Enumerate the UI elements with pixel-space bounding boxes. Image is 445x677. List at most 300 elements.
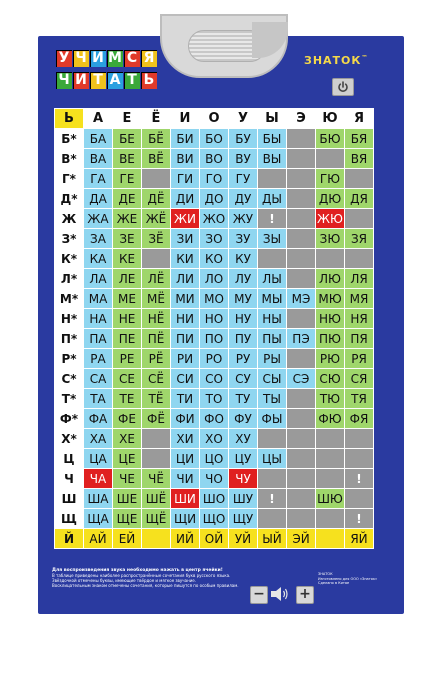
syllable-cell[interactable]: ХО	[200, 429, 229, 449]
syllable-cell[interactable]: РЕ	[113, 349, 142, 369]
syllable-cell[interactable]: ПЕ	[113, 329, 142, 349]
syllable-cell[interactable]: СУ	[229, 369, 258, 389]
syllable-cell[interactable]: ЛЕ	[113, 269, 142, 289]
syllable-cell[interactable]: ПУ	[229, 329, 258, 349]
syllable-cell[interactable]: ЖА	[84, 209, 113, 229]
syllable-cell[interactable]: СЭ	[287, 369, 316, 389]
syllable-cell[interactable]: ХИ	[171, 429, 200, 449]
syllable-cell[interactable]: ТО	[200, 389, 229, 409]
syllable-row	[55, 169, 374, 189]
syllable-cell[interactable]: ЛЮ	[316, 269, 345, 289]
syllable-cell[interactable]: ГЮ	[316, 169, 345, 189]
empty-cell	[287, 449, 316, 469]
empty-cell	[316, 449, 345, 469]
syllable-cell[interactable]: НЮ	[316, 309, 345, 329]
empty-cell	[287, 269, 316, 289]
empty-cell	[258, 469, 287, 489]
syllable-cell[interactable]: ПЯ	[345, 329, 374, 349]
empty-cell	[287, 309, 316, 329]
syllable-cell[interactable]: ЩУ	[229, 509, 258, 529]
consonant-label-cell[interactable]: П*	[55, 329, 84, 349]
syllable-cell[interactable]: ЛИ	[171, 269, 200, 289]
syllable-cell[interactable]: СЯ	[345, 369, 374, 389]
footnote-instruction: Для воспроизведения звука необходимо нажать в центр ячейки!	[52, 568, 223, 573]
empty-cell	[287, 189, 316, 209]
syllable-cell[interactable]: БА	[84, 129, 113, 149]
syllable-cell[interactable]: НЫ	[258, 309, 287, 329]
rule-mark: !	[356, 511, 362, 526]
vowel-header-cell[interactable]: Е	[113, 109, 142, 129]
empty-cell	[345, 249, 374, 269]
vowel-header-cell[interactable]: Э	[287, 109, 316, 129]
vowel-header-cell[interactable]: Ь	[55, 109, 84, 129]
syllable-cell[interactable]: ПА	[84, 329, 113, 349]
rule-mark: !	[269, 491, 275, 506]
syllable-cell[interactable]: РЫ	[258, 349, 287, 369]
syllable-cell[interactable]: ЧО	[200, 469, 229, 489]
empty-cell	[258, 169, 287, 189]
syllable-cell[interactable]: НЁ	[142, 309, 171, 329]
syllable-cell[interactable]: БИ	[171, 129, 200, 149]
volume-speaker-icon	[270, 585, 290, 603]
syllable-cell[interactable]: ЩИ	[171, 509, 200, 529]
footnote	[52, 568, 262, 588]
rule-mark-cell[interactable]	[258, 489, 287, 509]
syllable-cell[interactable]: РЯ	[345, 349, 374, 369]
speaker-housing	[160, 14, 288, 78]
syllable-cell[interactable]: ЦО	[200, 449, 229, 469]
syllable-cell[interactable]: ТА	[84, 389, 113, 409]
syllable-cell[interactable]: ЛЯ	[345, 269, 374, 289]
syllable-cell[interactable]: НУ	[229, 309, 258, 329]
syllable-row	[55, 409, 374, 429]
syllable-cell[interactable]: ШЮ	[316, 489, 345, 509]
empty-cell	[258, 509, 287, 529]
consonant-label-cell[interactable]: Ц	[55, 449, 84, 469]
syllable-cell[interactable]: ШИ	[171, 489, 200, 509]
consonant-label-cell[interactable]: В*	[55, 149, 84, 169]
empty-cell	[316, 529, 345, 549]
syllable-cell[interactable]: БУ	[229, 129, 258, 149]
consonant-label-cell[interactable]: Ч	[55, 469, 84, 489]
syllable-cell[interactable]: ТУ	[229, 389, 258, 409]
consonant-label-cell[interactable]: Р*	[55, 349, 84, 369]
syllable-cell[interactable]: ШО	[200, 489, 229, 509]
empty-cell	[316, 429, 345, 449]
syllable-cell[interactable]: ЫЙ	[258, 529, 287, 549]
syllable-cell[interactable]: КУ	[229, 249, 258, 269]
syllable-cell[interactable]: БЕ	[113, 129, 142, 149]
title-2-letter: И	[73, 72, 89, 89]
empty-cell	[287, 229, 316, 249]
syllable-cell[interactable]: ЧЁ	[142, 469, 171, 489]
syllable-cell[interactable]: ХЕ	[113, 429, 142, 449]
syllable-cell[interactable]: БЮ	[316, 129, 345, 149]
syllable-cell[interactable]: ФУ	[229, 409, 258, 429]
consonant-label-cell[interactable]: Т*	[55, 389, 84, 409]
syllable-cell[interactable]: СИ	[171, 369, 200, 389]
syllable-cell[interactable]: МО	[200, 289, 229, 309]
volume-down-button[interactable]: −	[250, 586, 268, 604]
rule-mark: !	[269, 211, 275, 226]
consonant-label-cell[interactable]: Ш	[55, 489, 84, 509]
syllable-cell[interactable]: ЗО	[200, 229, 229, 249]
consonant-label-cell[interactable]: К*	[55, 249, 84, 269]
syllable-cell[interactable]: РУ	[229, 349, 258, 369]
empty-cell	[142, 169, 171, 189]
title-2-letter: Т	[90, 72, 106, 89]
consonant-label-cell[interactable]: Л*	[55, 269, 84, 289]
empty-cell	[287, 249, 316, 269]
syllable-row	[55, 249, 374, 269]
consonant-label-cell[interactable]: С*	[55, 369, 84, 389]
syllable-cell[interactable]: ГО	[200, 169, 229, 189]
syllable-cell[interactable]: ЖЮ	[316, 209, 345, 229]
empty-cell	[316, 149, 345, 169]
empty-cell	[287, 149, 316, 169]
syllable-cell[interactable]: НЕ	[113, 309, 142, 329]
empty-cell	[287, 409, 316, 429]
syllable-cell[interactable]: ВА	[84, 149, 113, 169]
rule-mark-cell[interactable]	[258, 209, 287, 229]
syllable-cell[interactable]: ЗЫ	[258, 229, 287, 249]
vowel-header-cell[interactable]: Ю	[316, 109, 345, 129]
syllable-row	[55, 229, 374, 249]
syllable-cell[interactable]: МЫ	[258, 289, 287, 309]
syllable-cell[interactable]: ШЁ	[142, 489, 171, 509]
empty-cell	[345, 489, 374, 509]
empty-cell	[316, 469, 345, 489]
syllable-cell[interactable]: ЩЕ	[113, 509, 142, 529]
syllable-cell[interactable]: КА	[84, 249, 113, 269]
power-icon	[337, 81, 349, 93]
empty-cell	[142, 529, 171, 549]
consonant-label-cell[interactable]: Д*	[55, 189, 84, 209]
syllable-cell[interactable]: ЖЁ	[142, 209, 171, 229]
title-1-letter: И	[90, 50, 106, 67]
syllable-row	[55, 509, 374, 529]
syllable-cell[interactable]: НА	[84, 309, 113, 329]
syllable-cell[interactable]: ДУ	[229, 189, 258, 209]
syllable-cell[interactable]: МЯ	[345, 289, 374, 309]
syllable-cell[interactable]: ГЕ	[113, 169, 142, 189]
syllable-cell[interactable]: ЗИ	[171, 229, 200, 249]
title-1-letter: Ч	[73, 50, 89, 67]
syllable-cell[interactable]: ФЫ	[258, 409, 287, 429]
syllable-row	[55, 289, 374, 309]
consonant-label-cell[interactable]: Б*	[55, 129, 84, 149]
syllable-cell[interactable]: ДА	[84, 189, 113, 209]
syllable-cell[interactable]: ВО	[200, 149, 229, 169]
syllable-cell[interactable]: ВЕ	[113, 149, 142, 169]
title-1-letter: Я	[141, 50, 157, 67]
header-row	[55, 109, 374, 129]
syllable-cell[interactable]: РЁ	[142, 349, 171, 369]
syllable-cell[interactable]: ЦЕ	[113, 449, 142, 469]
syllable-cell[interactable]: ФЯ	[345, 409, 374, 429]
empty-cell	[287, 129, 316, 149]
syllable-cell[interactable]: УЙ	[229, 529, 258, 549]
vowel-header-cell[interactable]: О	[200, 109, 229, 129]
syllable-row	[55, 529, 374, 549]
title-1-letter: С	[124, 50, 140, 67]
syllable-cell[interactable]: ЦУ	[229, 449, 258, 469]
syllable-cell[interactable]: ЦИ	[171, 449, 200, 469]
syllable-row	[55, 429, 374, 449]
empty-cell	[287, 169, 316, 189]
syllable-cell[interactable]: ФО	[200, 409, 229, 429]
syllable-cell[interactable]: ФА	[84, 409, 113, 429]
syllable-cell[interactable]: ЛО	[200, 269, 229, 289]
syllable-cell[interactable]: МЮ	[316, 289, 345, 309]
syllable-cell[interactable]: ЗЯ	[345, 229, 374, 249]
rule-mark: !	[356, 471, 362, 486]
syllable-cell[interactable]: НО	[200, 309, 229, 329]
syllable-cell[interactable]: НИ	[171, 309, 200, 329]
rule-mark-cell[interactable]	[345, 509, 374, 529]
syllable-row	[55, 329, 374, 349]
empty-cell	[287, 349, 316, 369]
footnote-line: Звёздочкой отмечены буквы, имеющие твёрдое и мягкое звучание.	[52, 578, 197, 583]
syllable-cell[interactable]: ДО	[200, 189, 229, 209]
vowel-header-cell[interactable]: У	[229, 109, 258, 129]
syllable-cell[interactable]: ЗУ	[229, 229, 258, 249]
syllable-cell[interactable]: ФЁ	[142, 409, 171, 429]
syllable-cell[interactable]: СЕ	[113, 369, 142, 389]
syllable-cell[interactable]: СЁ	[142, 369, 171, 389]
syllable-cell[interactable]: ВУ	[229, 149, 258, 169]
empty-cell	[287, 469, 316, 489]
syllable-cell[interactable]: ША	[84, 489, 113, 509]
syllable-cell[interactable]: ЖУ	[229, 209, 258, 229]
syllable-cell[interactable]: НЯ	[345, 309, 374, 329]
syllable-cell[interactable]: ЛА	[84, 269, 113, 289]
syllable-cell[interactable]: ПЫ	[258, 329, 287, 349]
empty-cell	[287, 209, 316, 229]
syllable-cell[interactable]: ТЫ	[258, 389, 287, 409]
syllable-row	[55, 489, 374, 509]
syllable-cell[interactable]: ИЙ	[171, 529, 200, 549]
syllable-cell[interactable]: МЕ	[113, 289, 142, 309]
syllable-cell[interactable]: СЫ	[258, 369, 287, 389]
syllable-cell[interactable]: МУ	[229, 289, 258, 309]
syllable-cell[interactable]: ЧА	[84, 469, 113, 489]
syllable-cell[interactable]: АЙ	[84, 529, 113, 549]
syllable-cell[interactable]: ЦЫ	[258, 449, 287, 469]
consonant-label-cell[interactable]: Г*	[55, 169, 84, 189]
syllable-row	[55, 469, 374, 489]
syllable-cell[interactable]: ГИ	[171, 169, 200, 189]
syllable-cell[interactable]: ШЕ	[113, 489, 142, 509]
syllable-cell[interactable]: ДЕ	[113, 189, 142, 209]
syllable-cell[interactable]: ЕЙ	[113, 529, 142, 549]
title-1-letter: М	[108, 50, 122, 66]
syllable-cell[interactable]: ПЮ	[316, 329, 345, 349]
consonant-label-cell[interactable]: Щ	[55, 509, 84, 529]
empty-cell	[287, 389, 316, 409]
title-line-1	[56, 50, 157, 67]
syllable-cell[interactable]: ГУ	[229, 169, 258, 189]
syllable-cell[interactable]: ГА	[84, 169, 113, 189]
syllable-cell[interactable]: ЩО	[200, 509, 229, 529]
syllable-cell[interactable]: КЕ	[113, 249, 142, 269]
syllable-cell[interactable]: БЫ	[258, 129, 287, 149]
syllable-cell[interactable]: БЁ	[142, 129, 171, 149]
syllable-cell[interactable]: ЖЕ	[113, 209, 142, 229]
consonant-label-cell[interactable]: Й	[55, 529, 84, 549]
syllable-cell[interactable]: ЛЫ	[258, 269, 287, 289]
syllable-cell[interactable]: МА	[84, 289, 113, 309]
syllable-cell[interactable]: ЧЕ	[113, 469, 142, 489]
legal-line: Изготовлено для ООО «Знаток»	[318, 576, 378, 581]
syllable-cell[interactable]: ТЕ	[113, 389, 142, 409]
syllable-cell[interactable]: ДЫ	[258, 189, 287, 209]
syllable-cell[interactable]: БО	[200, 129, 229, 149]
syllable-row	[55, 449, 374, 469]
syllable-cell[interactable]: ТЁ	[142, 389, 171, 409]
syllable-cell[interactable]: ПИ	[171, 329, 200, 349]
syllable-cell[interactable]: РА	[84, 349, 113, 369]
syllable-grid	[54, 108, 374, 549]
syllable-row	[55, 389, 374, 409]
title-2-letter: А	[107, 72, 123, 89]
syllable-cell[interactable]: ЗА	[84, 229, 113, 249]
empty-cell	[142, 249, 171, 269]
syllable-cell[interactable]: ЗЕ	[113, 229, 142, 249]
syllable-cell[interactable]: ВЯ	[345, 149, 374, 169]
syllable-cell[interactable]: ФЕ	[113, 409, 142, 429]
vowel-header-cell[interactable]: Ы	[258, 109, 287, 129]
title-2-letter: Ь	[141, 72, 157, 89]
syllable-cell[interactable]: ТИ	[171, 389, 200, 409]
syllable-cell[interactable]: ФИ	[171, 409, 200, 429]
empty-cell	[345, 449, 374, 469]
syllable-cell[interactable]: ЧУ	[229, 469, 258, 489]
speaker-wing-decor	[252, 22, 288, 58]
title-1-letter: У	[56, 50, 72, 67]
syllable-cell[interactable]: ХУ	[229, 429, 258, 449]
empty-cell	[345, 429, 374, 449]
syllable-cell[interactable]: ЗЁ	[142, 229, 171, 249]
power-button[interactable]	[332, 78, 354, 96]
syllable-cell[interactable]: ЩЁ	[142, 509, 171, 529]
syllable-cell[interactable]: ВЫ	[258, 149, 287, 169]
consonant-label-cell[interactable]: Х*	[55, 429, 84, 449]
vowel-header-cell[interactable]: Ё	[142, 109, 171, 129]
syllable-cell[interactable]: СЮ	[316, 369, 345, 389]
vowel-header-cell[interactable]: Я	[345, 109, 374, 129]
syllable-row	[55, 349, 374, 369]
vowel-header-cell[interactable]: А	[84, 109, 113, 129]
vowel-header-cell[interactable]: И	[171, 109, 200, 129]
footnote-line: Восклицательным знаком отмечены сочетания, которые пишутся по особым правилам.	[52, 583, 239, 588]
consonant-label-cell[interactable]: М*	[55, 289, 84, 309]
empty-cell	[345, 169, 374, 189]
syllable-cell[interactable]: РЮ	[316, 349, 345, 369]
consonant-label-cell[interactable]: Н*	[55, 309, 84, 329]
syllable-cell[interactable]: ДЯ	[345, 189, 374, 209]
syllable-cell[interactable]: ДИ	[171, 189, 200, 209]
syllable-cell[interactable]: ЛУ	[229, 269, 258, 289]
syllable-cell[interactable]: БЯ	[345, 129, 374, 149]
syllable-cell[interactable]: КО	[200, 249, 229, 269]
syllable-cell[interactable]: РО	[200, 349, 229, 369]
syllable-cell[interactable]: СА	[84, 369, 113, 389]
syllable-row	[55, 189, 374, 209]
syllable-cell[interactable]: ТЯ	[345, 389, 374, 409]
empty-cell	[287, 489, 316, 509]
title-2-letter: Ч	[56, 72, 72, 89]
syllable-cell[interactable]: ВИ	[171, 149, 200, 169]
empty-cell	[142, 449, 171, 469]
empty-cell	[258, 429, 287, 449]
empty-cell	[287, 509, 316, 529]
empty-cell	[316, 509, 345, 529]
syllable-cell[interactable]: МИ	[171, 289, 200, 309]
syllable-cell[interactable]: ЖО	[200, 209, 229, 229]
syllable-cell[interactable]: ЖИ	[171, 209, 200, 229]
syllable-row	[55, 129, 374, 149]
syllable-cell[interactable]: ФЮ	[316, 409, 345, 429]
empty-cell	[316, 249, 345, 269]
consonant-label-cell[interactable]: З*	[55, 229, 84, 249]
consonant-label-cell[interactable]: Ж	[55, 209, 84, 229]
syllable-cell[interactable]: МЁ	[142, 289, 171, 309]
brand-logo: ЗНАТОК™	[304, 54, 369, 67]
syllable-cell[interactable]: ПЁ	[142, 329, 171, 349]
syllable-cell[interactable]: ЧИ	[171, 469, 200, 489]
empty-cell	[258, 249, 287, 269]
syllable-cell[interactable]: ДЮ	[316, 189, 345, 209]
syllable-cell[interactable]: ТЮ	[316, 389, 345, 409]
syllable-row	[55, 149, 374, 169]
syllable-cell[interactable]: ХА	[84, 429, 113, 449]
syllable-cell[interactable]: ОЙ	[200, 529, 229, 549]
syllable-row	[55, 309, 374, 329]
rule-mark-cell[interactable]	[345, 469, 374, 489]
syllable-cell[interactable]: ПЭ	[287, 329, 316, 349]
legal-info	[318, 572, 382, 586]
syllable-row	[55, 269, 374, 289]
title-2-letter: Т	[124, 72, 140, 89]
syllable-cell[interactable]: ПО	[200, 329, 229, 349]
volume-up-button[interactable]: +	[296, 586, 314, 604]
legal-line: Сделано в Китае	[318, 581, 350, 585]
syllable-cell[interactable]: ЦА	[84, 449, 113, 469]
syllable-cell[interactable]: ЛЁ	[142, 269, 171, 289]
syllable-cell[interactable]: МЭ	[287, 289, 316, 309]
syllable-cell[interactable]: РИ	[171, 349, 200, 369]
syllable-cell[interactable]: КИ	[171, 249, 200, 269]
syllable-cell[interactable]: ДЁ	[142, 189, 171, 209]
empty-cell	[142, 429, 171, 449]
syllable-cell[interactable]: ВЁ	[142, 149, 171, 169]
consonant-label-cell[interactable]: Ф*	[55, 409, 84, 429]
syllable-cell[interactable]: ЭЙ	[287, 529, 316, 549]
syllable-cell[interactable]: ШУ	[229, 489, 258, 509]
empty-cell	[345, 209, 374, 229]
syllable-cell[interactable]: ЗЮ	[316, 229, 345, 249]
syllable-cell[interactable]: ЯЙ	[345, 529, 374, 549]
syllable-cell[interactable]: СО	[200, 369, 229, 389]
syllable-row	[55, 209, 374, 229]
syllable-row	[55, 369, 374, 389]
syllable-cell[interactable]: ЩА	[84, 509, 113, 529]
footnote-line: В таблице приведены наиболее распространённые сочетания букв русского языка.	[52, 573, 231, 578]
title-line-2	[56, 72, 157, 89]
legal-line: ЗНАТОК	[318, 572, 333, 576]
empty-cell	[287, 429, 316, 449]
